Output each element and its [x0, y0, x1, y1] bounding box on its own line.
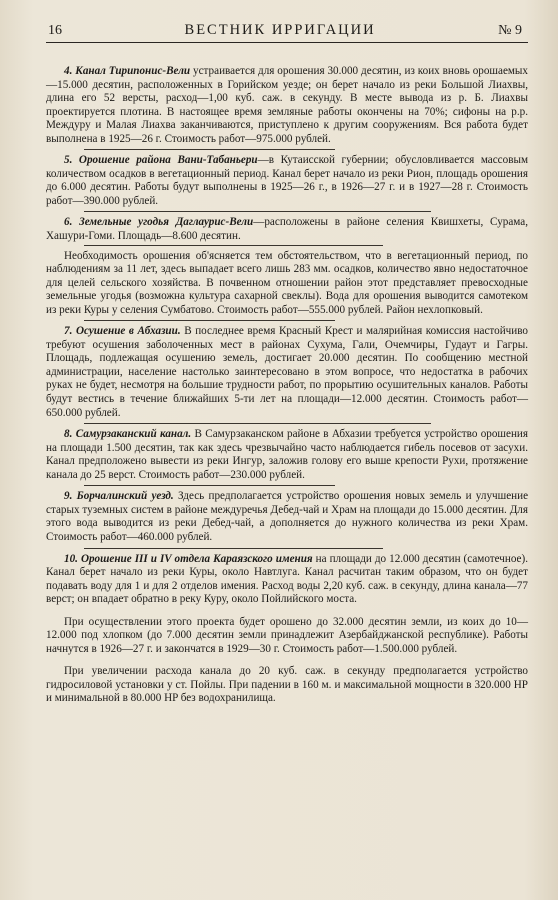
- separator-rule: [84, 485, 335, 486]
- section-text: —расположены в районе селения Квишхеты, Сурама, Хашури-Гоми. Площадь—8.600 десятин.: [46, 216, 528, 243]
- paragraph-karayaz-estate: [46, 553, 528, 607]
- section-text: Необходимость орошения об'ясняется тем обстоятельством, что в вегетационный период, по наблюдениям за 11 лет, здесь выпадает всего лишь 283 мм. осадков, количество явно недостаточное для целей сельского хозяйства. В почвенном отношении район этот представляет превосходные земельные угодья (возможна культура сахарной свеклы). Вода для орошения выводится самотеком из реки Куры у селения Сумбатово. Стоимость работ—555.000 рублей. Район нехлопковый.: [46, 249, 528, 316]
- section-heading: 5. Орошение района Вани-Табаньери: [64, 154, 258, 167]
- separator-rule: [84, 149, 335, 150]
- section-text: Здесь предполагается устройство орошения новых земель и улучшение старых туземных систем в районе междуречья Дебед-чай и Храм на площади до 15.000 десятин. Для этого вода выводится из реки Дебед-чай, а дополняется до нужного количества из реки Храм. Стоимость работ—460.000 рублей.: [46, 490, 529, 543]
- paragraph-irrigation-necessity: [46, 250, 528, 318]
- paragraph-daglauris-veli: [46, 216, 528, 243]
- section-heading: 8. Самурзаканский канал.: [64, 428, 192, 441]
- paragraph-hydropower: [46, 665, 528, 706]
- paragraph-vani-tabanyeri: [46, 154, 528, 208]
- separator-rule: [84, 423, 431, 424]
- page-number: 16: [48, 23, 62, 38]
- paragraph-canal-tiriponis: [46, 65, 528, 146]
- section-text: В последнее время Красный Крест и малярийная комиссия настойчиво требуют осушения заболоченных мест в районах Сухума, Гали, Очемчиры, Гудаут и Гагры. Площадь, подлежащая осушению земель, достигает 20.000 десятин. По сообщению местной администрации, население настолько заинтересовано в этом вопросе, что недостатка в рабочих руках не будет, несмотря на большие трудности работ, по прорытию осушительных каналов. Работы будут вестись в течение ближайших 5-ти лет на площади—12.000 десятин. Стоимость работ—650.000 рублей.: [46, 325, 528, 419]
- section-text: При осуществлении этого проекта будет орошено до 32.000 десятин земли, из коих до 10—12.000 под хлопком (до 7.000 десятин земли принадлежит Азербайджанской республике). Работы начнутся в 1926—27 г. и закончатся в 1929—30 г. Стоимость работ—1.500.000 рублей.: [46, 615, 528, 655]
- paragraph-abkhazia-drainage: [46, 325, 528, 420]
- section-heading: 4. Канал Тирипонис-Вели: [64, 65, 191, 77]
- paragraph-borchalinsky-uezd: [46, 490, 528, 544]
- section-heading: 6. Земельные угодья Даглауриc-Вели: [64, 216, 254, 229]
- section-text: на площади до 12.000 десятин (самотечное). Канал берет начало из реки Куры, около Навтлуга. Канал расчитан таким образом, что он будет подавать воду для 1 и для 2 отделов имения. Расход воды 2,20 куб. саж. в секунду, длина канала—77 верст; он впадает обратно в реку Куру, около Пойлийского моста.: [46, 552, 529, 606]
- section-heading: 10. Орошение III и IV отдела Караязского имения: [64, 552, 313, 565]
- paragraph-project-implementation: [46, 616, 528, 657]
- section-text: В Самурзаканском районе в Абхазии требуется устройство орошения на площади 1.500 десятин, так как здесь чрезвычайно часто наблюдается гибель посевов от засухи. Канал предположено вывести из реки Ингур, заложив голову его выше крепости Рухи, протяжение канала до 25 верст. Стоимость работ—230.000 рублей.: [46, 428, 529, 481]
- section-heading: 7. Осушение в Абхазии.: [64, 325, 181, 338]
- separator-rule: [84, 211, 431, 212]
- article-body: [46, 65, 528, 706]
- separator-rule: [84, 245, 383, 246]
- section-text: устраивается для орошения 30.000 десятин, из коих вновь орошаемых—15.000 десятин, расположенных в Горийском уезде; он берет начало из реки Большой Лиахвы, длина его 52 версты, расход—1,00 куб. саж. в секунду. В месте вывода из р. Б. Лиахвы проектируется плотина. В настоящее время земляные работы окончены на 70%; сифоны на р.р. Междуру и Малая Лиахва заканчиваются, приступлено к другим сооружениям. Вся работа будет выполнена в 1925—26 г. Стоимость работ—975.000 рублей.: [46, 65, 528, 145]
- issue-number: № 9: [498, 23, 522, 38]
- running-header: [46, 22, 528, 43]
- separator-rule: [84, 548, 383, 549]
- paragraph-samurzakan-canal: [46, 428, 528, 482]
- separator-rule: [84, 320, 335, 321]
- journal-title: ВЕСТНИК ИРРИГАЦИИ: [184, 22, 376, 38]
- section-text: При увеличении расхода канала до 20 куб. саж. в секунду предполагается устройство гидросиловой установки у ст. Пойлы. При падении в 160 м. и максимальной мощности в 320.000 HP и минимальной в 80.000 HP без водохранилища.: [46, 665, 528, 705]
- section-text: —в Кутаисской губернии; обусловливается массовым количеством осадков в вегетационный период. Канал берет начало из реки Рион, площадь орошения до 6.000 десятин. Работы будут выполнены в 1925—26 г., в 1926—27 г. и в 1927—28 г. Стоимость работ—390.000 рублей.: [46, 154, 528, 207]
- section-heading: 9. Борчалинский уезд.: [64, 490, 174, 503]
